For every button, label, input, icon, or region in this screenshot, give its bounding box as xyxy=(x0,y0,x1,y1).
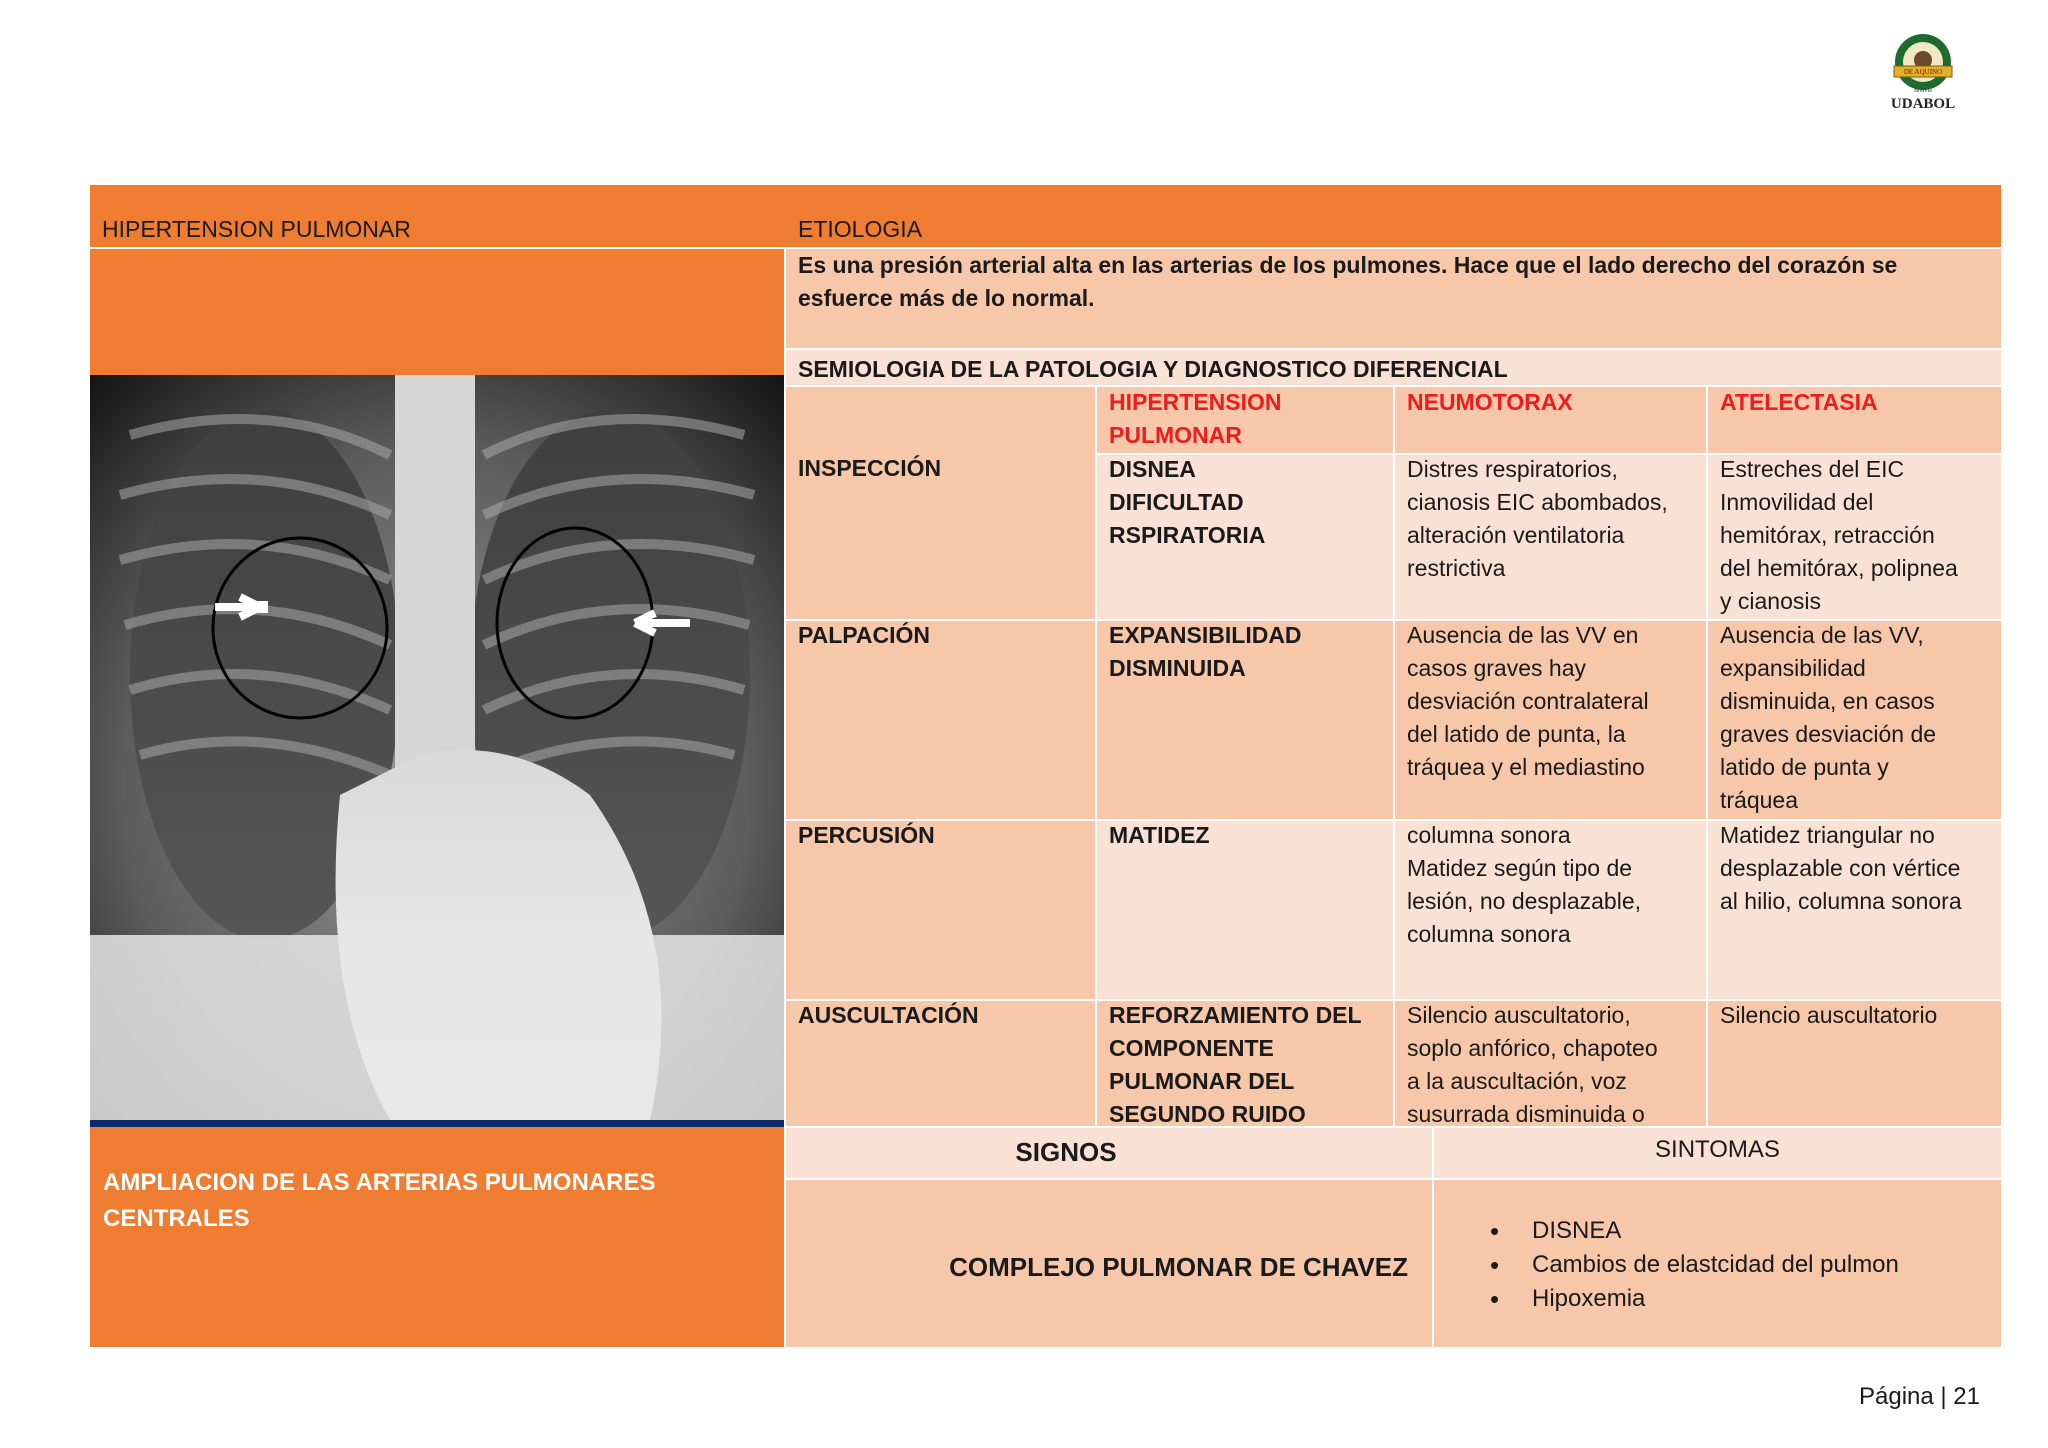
percusion-neumo-line: lesión, no desplazable, xyxy=(1407,888,1641,914)
palpacion-atel-line: disminuida, en casos xyxy=(1720,688,1935,714)
logo-banner: DE AQUINO xyxy=(1903,68,1943,76)
palpacion-hp-line: DISMINUIDA xyxy=(1109,655,1246,681)
page-footer xyxy=(1700,1380,1980,1414)
palpacion-neumo-line: desviación contralateral xyxy=(1407,688,1649,714)
row-label-palpacion: PALPACIÓN xyxy=(798,622,931,648)
percusion-atel-line: desplazable con vértice xyxy=(1720,855,1961,881)
palpacion-neumo-line: casos graves hay xyxy=(1407,655,1586,681)
percusion-hp-line: MATIDEZ xyxy=(1109,822,1210,848)
inspeccion-atel-line: Estreches del EIC xyxy=(1720,456,1905,482)
finding-line-1: AMPLIACION DE LAS ARTERIAS PULMONARES xyxy=(103,1169,656,1196)
finding-text xyxy=(90,1165,784,1237)
logo-subtext: Bolivia xyxy=(1914,88,1932,94)
signs-value: COMPLEJO PULMONAR DE CHAVEZ xyxy=(949,1252,1408,1282)
palpacion-neumotorax xyxy=(1395,619,1706,784)
inspeccion-neumotorax xyxy=(1395,453,1706,585)
symptom-item: • Cambios de elastcidad del pulmon xyxy=(1482,1248,1992,1282)
left-panel-top xyxy=(90,249,784,375)
percusion-neumotorax xyxy=(1395,819,1706,951)
auscultacion-atelectasia xyxy=(1708,999,2001,1032)
inspeccion-neumo-line: alteración ventilatoria xyxy=(1407,522,1625,548)
auscultacion-hipertension xyxy=(1097,999,1393,1131)
col-header-neumotorax-line-1: NEUMOTORAX xyxy=(1407,389,1573,415)
palpacion-hipertension xyxy=(1097,619,1393,685)
inspeccion-hp-line: DIFICULTAD xyxy=(1109,489,1244,515)
page-number: 21 xyxy=(1953,1383,1980,1410)
page-separator: | xyxy=(1940,1383,1947,1410)
percusion-neumo-line: columna sonora xyxy=(1407,921,1571,947)
inspeccion-atelectasia xyxy=(1708,453,2001,618)
percusion-hipertension xyxy=(1097,819,1393,852)
finding-line-2: CENTRALES xyxy=(103,1205,250,1232)
logo-name: UDABOL xyxy=(1890,96,1956,112)
row-label-inspeccion: INSPECCIÓN xyxy=(798,455,942,481)
inspeccion-hp-line: RSPIRATORIA xyxy=(1109,522,1266,548)
percusion-neumo-line: columna sonora xyxy=(1407,822,1571,848)
palpacion-hp-line: EXPANSIBILIDAD xyxy=(1109,622,1302,648)
left-panel-bottom xyxy=(90,1127,784,1347)
row-label-auscultacion: AUSCULTACIÓN xyxy=(798,1002,979,1028)
chest-xray-image xyxy=(90,375,784,1127)
col-header-atelectasia xyxy=(1708,386,2001,419)
col-header-neumotorax xyxy=(1395,386,1706,419)
col-header-hipertension xyxy=(1097,386,1393,452)
row-label-percusion: PERCUSIÓN xyxy=(798,822,935,848)
symptoms-list xyxy=(1482,1214,1992,1316)
percusion-atelectasia xyxy=(1708,819,2001,918)
auscultacion-neumo-line: soplo anfórico, chapoteo xyxy=(1407,1035,1658,1061)
palpacion-atel-line: latido de punta y xyxy=(1720,754,1889,780)
inspeccion-neumo-line: restrictiva xyxy=(1407,555,1506,581)
palpacion-neumo-line: del latido de punta, la xyxy=(1407,721,1626,747)
inspeccion-atel-line: Inmovilidad del xyxy=(1720,489,1874,515)
auscultacion-hp-line: SEGUNDO RUIDO xyxy=(1109,1101,1306,1127)
auscultacion-hp-line: REFORZAMIENTO DEL xyxy=(1109,1002,1362,1028)
inspeccion-atel-line: del hemitórax, polipnea xyxy=(1720,555,1958,581)
palpacion-neumo-line: Ausencia de las VV en xyxy=(1407,622,1639,648)
inspeccion-atel-line: y cianosis xyxy=(1720,588,1821,614)
auscultacion-neumo-line: a la auscultación, voz xyxy=(1407,1068,1627,1094)
grid-h0 xyxy=(786,348,2001,350)
auscultacion-neumo-line: susurrada disminuida o xyxy=(1407,1101,1645,1127)
symptom-item: • DISNEA xyxy=(1482,1214,1992,1248)
palpacion-atelectasia xyxy=(1708,619,2001,817)
udabol-logo xyxy=(1872,30,1974,118)
auscultacion-atel-line: Silencio auscultatorio xyxy=(1720,1002,1938,1028)
palpacion-atel-line: graves desviación de xyxy=(1720,721,1937,747)
inspeccion-neumo-line: Distres respiratorios, xyxy=(1407,456,1618,482)
col-header-hipertension-line-1: HIPERTENSION xyxy=(1109,389,1282,415)
auscultacion-hp-line: COMPONENTE xyxy=(1109,1035,1274,1061)
inspeccion-atel-line: hemitórax, retracción xyxy=(1720,522,1935,548)
symptom-item: • Hipoxemia xyxy=(1482,1282,1992,1316)
symptoms-header: SINTOMAS xyxy=(1655,1136,1780,1163)
palpacion-atel-line: Ausencia de las VV, xyxy=(1720,622,1924,648)
inspeccion-hp-line: DISNEA xyxy=(1109,456,1196,482)
etiology-title: ETIOLOGIA xyxy=(798,216,922,242)
auscultacion-neumo-line: Silencio auscultatorio, xyxy=(1407,1002,1631,1028)
etiology-text: Es una presión arterial alta en las arterias de los pulmones. Hace que el lado derecho del corazón se esfuerce más de lo normal. xyxy=(798,252,1898,311)
signs-header: SIGNOS xyxy=(1015,1137,1117,1167)
inspeccion-neumo-line: cianosis EIC abombados, xyxy=(1407,489,1668,515)
col-header-atelectasia-line-1: ATELECTASIA xyxy=(1720,389,1878,415)
percusion-neumo-line: Matidez según tipo de xyxy=(1407,855,1633,881)
percusion-atel-line: Matidez triangular no xyxy=(1720,822,1935,848)
col-header-hipertension-line-2: PULMONAR xyxy=(1109,422,1242,448)
palpacion-neumo-line: tráquea y el mediastino xyxy=(1407,754,1645,780)
palpacion-atel-line: expansibilidad xyxy=(1720,655,1866,681)
palpacion-atel-line: tráquea xyxy=(1720,787,1799,813)
inspeccion-hipertension xyxy=(1097,453,1393,552)
percusion-atel-line: al hilio, columna sonora xyxy=(1720,888,1962,914)
left-title: HIPERTENSION PULMONAR xyxy=(102,216,411,242)
semiology-title: SEMIOLOGIA DE LA PATOLOGIA Y DIAGNOSTICO DIFERENCIAL xyxy=(798,356,1508,382)
signs-divider-h xyxy=(786,1178,2001,1180)
page-label: Página xyxy=(1858,1383,1934,1410)
auscultacion-hp-line: PULMONAR DEL xyxy=(1109,1068,1295,1094)
